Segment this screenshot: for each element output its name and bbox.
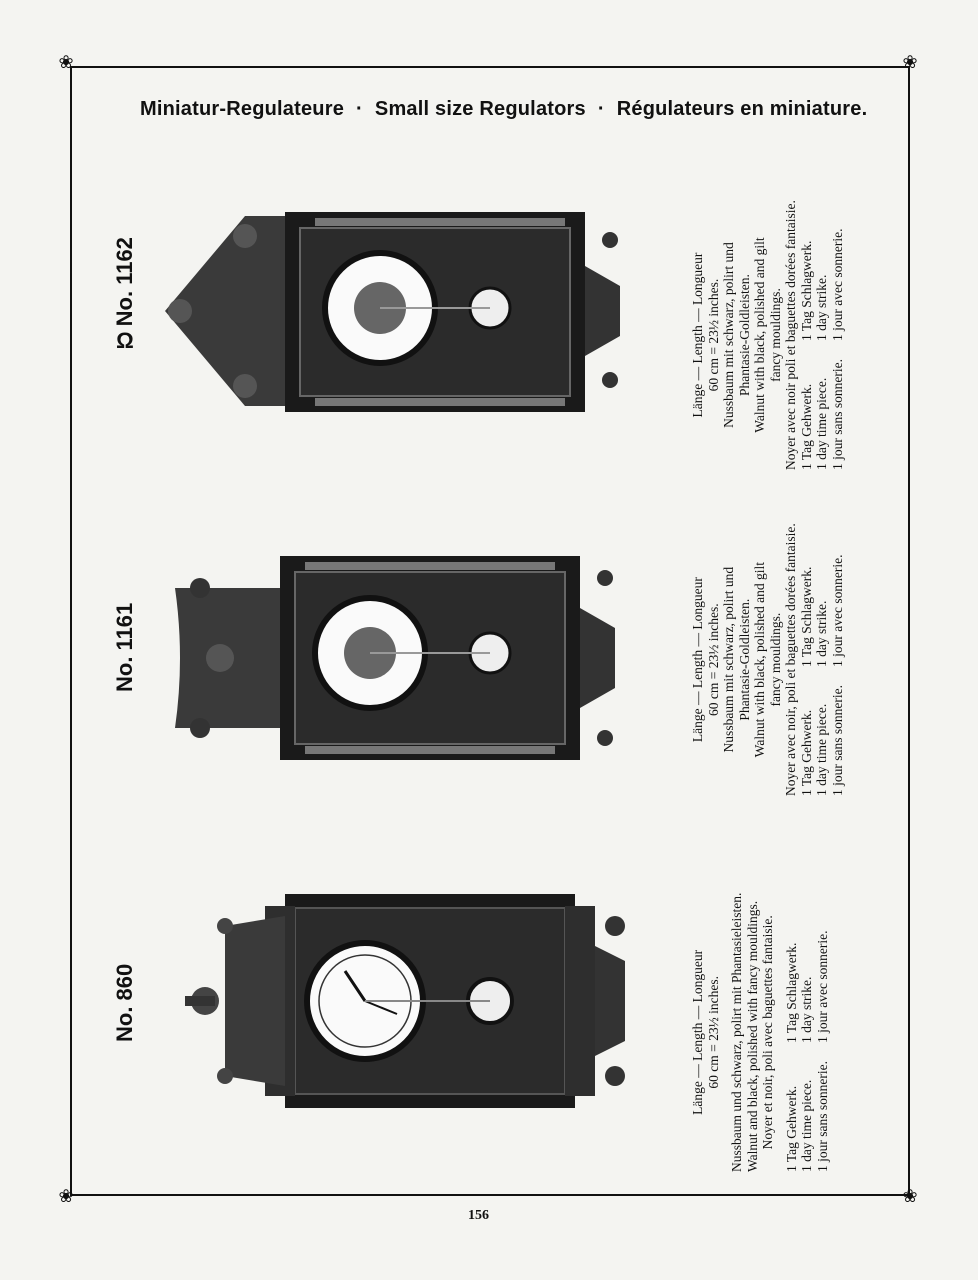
model-number-1162: ΩNo. 1162	[112, 237, 137, 354]
corner-ornament-icon: ❀	[902, 52, 918, 72]
movement-item: 1 Tag Gehwerk.	[798, 709, 814, 796]
clock-illustration-1161	[145, 548, 625, 768]
description-english: Walnut with black, polished and gilt	[752, 561, 767, 758]
movement-item: 1 day time piece.	[799, 1079, 814, 1172]
movement-item: 1 jour sans sonnerie.	[829, 685, 845, 796]
model-number-1161: No. 1161	[112, 602, 137, 692]
model-mark-icon: Ω	[116, 328, 134, 354]
description-english: fancy mouldings.	[767, 612, 783, 707]
movements-strike	[799, 229, 846, 341]
page-number: 156	[468, 1208, 489, 1223]
title-german: Miniatur-Regulateure	[140, 98, 345, 120]
length-line: Länge — Length — Longueur	[690, 949, 705, 1115]
title-french: Régulateurs en miniature.	[616, 98, 868, 120]
movement-item: 1 jour avec sonnerie.	[829, 554, 845, 668]
length-line: Länge — Length — Longueur	[690, 577, 705, 743]
description-1161	[690, 523, 845, 796]
corner-ornament-icon: ❀	[902, 1186, 918, 1206]
description-german: Nussbaum und schwarz, polirt mit Phantasieleisten.	[729, 892, 744, 1172]
movement-item: 1 day strike.	[814, 600, 829, 668]
description-1162	[690, 200, 845, 470]
corner-ornament-icon: ❀	[58, 1186, 74, 1206]
title-english: Small size Regulators	[374, 98, 586, 120]
description-english: Walnut and black, polished with fancy mouldings.	[744, 900, 760, 1172]
page-title	[140, 98, 868, 121]
description-english: Walnut with black, polished and gilt	[752, 237, 767, 433]
description-french: Noyer et noir, poli avec baguettes fantaisie.	[760, 915, 775, 1150]
description-german: Phantasie-Goldleisten.	[736, 274, 752, 396]
clock-illustration-1162	[155, 196, 625, 426]
movement-item: 1 Tag Gehwerk.	[783, 1085, 799, 1172]
movements-time	[784, 1061, 831, 1172]
size-line: 60 cm = 23½ inches.	[705, 976, 721, 1089]
title-separator: ·	[597, 98, 605, 120]
movement-item: 1 jour avec sonnerie.	[829, 228, 845, 342]
movement-item: 1 jour avec sonnerie.	[814, 930, 830, 1044]
description-english: fancy mouldings.	[767, 288, 783, 382]
size-line: 60 cm = 23½ inches.	[705, 603, 721, 716]
movement-item: 1 jour sans sonnerie.	[829, 359, 845, 470]
model-number-860: No. 860	[112, 963, 137, 1042]
description-french: Noyer avec noir poli et baguettes dorées fantaisie.	[783, 200, 798, 470]
movement-item: 1 day strike.	[799, 976, 814, 1044]
length-line: Länge — Length — Longueur	[690, 252, 705, 418]
description-860	[690, 893, 830, 1172]
movement-item: 1 day strike.	[814, 274, 829, 342]
movement-item: 1 Tag Schlagwerk.	[798, 566, 814, 668]
movements-time	[799, 359, 846, 470]
movement-item: 1 day time piece.	[814, 703, 829, 796]
description-german: Nussbaum mit schwarz, polirt und	[721, 566, 736, 753]
movement-item: 1 Tag Schlagwerk.	[798, 240, 814, 342]
movement-item: 1 day time piece.	[814, 377, 829, 470]
movements-strike	[784, 931, 831, 1043]
movement-item: 1 Tag Schlagwerk.	[783, 942, 799, 1044]
clock-illustration-860	[145, 886, 625, 1116]
description-french: Noyer avec noir, poli et baguettes dorées fantaisie.	[783, 523, 798, 796]
movement-item: 1 jour sans sonnerie.	[814, 1061, 830, 1172]
description-german: Phantasie-Goldleisten.	[736, 598, 752, 721]
title-separator: ·	[356, 98, 363, 120]
description-german: Nussbaum mit schwarz, polirt und	[721, 242, 736, 428]
size-line: 60 cm = 23½ inches.	[705, 278, 721, 392]
movements-strike	[799, 555, 846, 667]
movement-item: 1 Tag Gehwerk.	[798, 383, 814, 470]
movements-time	[799, 685, 846, 796]
corner-ornament-icon: ❀	[58, 52, 74, 72]
